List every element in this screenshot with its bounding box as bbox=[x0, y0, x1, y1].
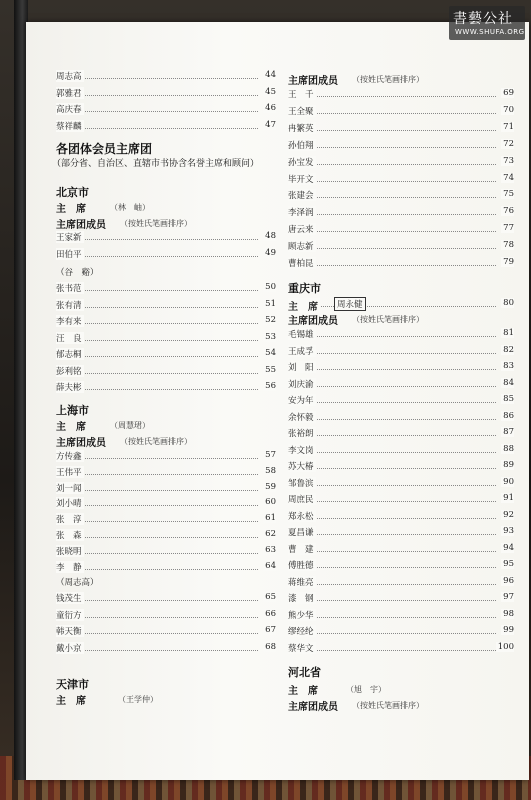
chongqing-members-note: （按姓氏笔画排序） bbox=[352, 315, 424, 324]
beijing-chair-role: 主 席 bbox=[56, 204, 86, 215]
entry-page-number: 50 bbox=[265, 282, 276, 292]
entry-name: 童衍方 bbox=[56, 610, 82, 621]
entry-name: 张书范 bbox=[56, 284, 82, 294]
entry-page-number: 93 bbox=[503, 526, 514, 536]
list-item bbox=[288, 88, 514, 102]
list-item bbox=[288, 223, 514, 237]
entry-name: 郁志桐 bbox=[56, 350, 82, 360]
region-shanghai: 上海市 bbox=[56, 404, 89, 417]
entry-page-number: 96 bbox=[503, 575, 514, 586]
entry-name: 李有来 bbox=[56, 317, 82, 327]
shanghai-members-note: （按姓氏笔画排序） bbox=[120, 437, 192, 446]
entry-name: 余怀毅 bbox=[288, 412, 314, 423]
entry-name: 王伟平 bbox=[56, 467, 82, 478]
list-item bbox=[288, 328, 514, 342]
dot-leader bbox=[288, 452, 496, 453]
hebei-chair-role: 主 席 bbox=[288, 686, 318, 697]
list-item bbox=[288, 460, 514, 474]
dot-leader bbox=[288, 336, 496, 337]
entry-page-number: 83 bbox=[503, 361, 514, 371]
entry-page-number: 57 bbox=[265, 450, 276, 460]
entry-page-number: 48 bbox=[265, 231, 276, 241]
entry-page-number: 54 bbox=[265, 348, 276, 358]
entry-name: 张 森 bbox=[56, 531, 82, 541]
dot-leader bbox=[288, 386, 496, 387]
list-item bbox=[288, 625, 514, 639]
entry-name: 张裕朗 bbox=[288, 429, 314, 439]
list-item bbox=[56, 497, 276, 511]
dot-leader bbox=[56, 569, 258, 570]
region-beijing: 北京市 bbox=[56, 186, 89, 199]
entry-page-number: 58 bbox=[265, 465, 276, 476]
entry-name: 安为年 bbox=[288, 396, 314, 406]
list-item bbox=[288, 559, 514, 573]
section-heading: 各团体会员主席团 bbox=[56, 142, 153, 156]
dot-leader bbox=[288, 353, 496, 354]
entry-page-number: 78 bbox=[503, 240, 514, 251]
dot-leader bbox=[288, 214, 496, 215]
list-item bbox=[56, 299, 276, 313]
entry-page-number: 69 bbox=[503, 88, 514, 98]
beijing-chair-name: （林 岫） bbox=[110, 203, 150, 212]
entry-name: 张建会 bbox=[288, 191, 314, 202]
dot-leader bbox=[56, 617, 258, 618]
dot-leader bbox=[56, 323, 258, 324]
list-item bbox=[288, 156, 514, 170]
list-item bbox=[56, 561, 276, 575]
entry-page-number: 72 bbox=[503, 138, 514, 149]
entry-page-number: 99 bbox=[503, 625, 514, 635]
region-hebei: 河北省 bbox=[288, 666, 321, 679]
dot-leader bbox=[56, 537, 258, 538]
list-item bbox=[288, 427, 514, 441]
list-item bbox=[288, 477, 514, 491]
entry-page-number: 84 bbox=[503, 377, 514, 388]
entry-page-number: 68 bbox=[265, 641, 276, 652]
entry-page-number: 65 bbox=[265, 592, 276, 602]
right-top-note: （按姓氏笔画排序） bbox=[352, 75, 424, 84]
watermark-site: WWW.SHUFA.ORG bbox=[455, 28, 525, 36]
dot-leader bbox=[56, 521, 258, 522]
dot-leader bbox=[288, 402, 496, 403]
entry-name: 汪 良 bbox=[56, 333, 82, 344]
list-item bbox=[56, 87, 276, 101]
hebei-members-role: 主席团成员 bbox=[288, 702, 338, 713]
entry-name: 熊少华 bbox=[288, 610, 314, 621]
entry-name: 刘 阳 bbox=[288, 363, 314, 373]
entry-page-number: 63 bbox=[265, 544, 276, 555]
dot-leader bbox=[56, 290, 258, 291]
entry-name: 方传鑫 bbox=[56, 452, 82, 462]
beijing-gap-name: （谷 谿） bbox=[56, 268, 99, 278]
dot-leader bbox=[288, 633, 496, 634]
entry-name: 孙宝发 bbox=[288, 157, 314, 168]
entry-page-number: 70 bbox=[503, 104, 514, 115]
list-item bbox=[288, 345, 514, 359]
entry-page-number: 52 bbox=[265, 315, 276, 325]
dot-leader bbox=[56, 111, 258, 112]
entry-page-number: 97 bbox=[503, 592, 514, 602]
entry-page-number: 79 bbox=[503, 257, 514, 267]
entry-name: 李泽润 bbox=[288, 208, 314, 219]
entry-name: 周庶民 bbox=[288, 495, 314, 505]
dot-leader bbox=[56, 373, 258, 374]
dot-leader bbox=[288, 600, 496, 601]
entry-name: 薛夫彬 bbox=[56, 383, 82, 393]
dot-leader bbox=[56, 458, 258, 459]
shanghai-members-role: 主席团成员 bbox=[56, 438, 106, 449]
list-item bbox=[56, 103, 276, 117]
entry-page-number: 62 bbox=[265, 529, 276, 539]
dot-leader bbox=[288, 584, 496, 585]
shanghai-chair-name: （周慧珺） bbox=[110, 421, 150, 430]
list-item bbox=[288, 257, 514, 271]
dot-leader bbox=[288, 265, 496, 266]
entry-name: 田伯平 bbox=[56, 249, 82, 260]
entry-page-number: 87 bbox=[503, 427, 514, 437]
list-item bbox=[56, 231, 276, 245]
entry-page-number: 91 bbox=[503, 493, 514, 503]
list-item bbox=[288, 361, 514, 375]
dot-leader bbox=[56, 128, 258, 129]
entry-name: 刘一闻 bbox=[56, 483, 82, 494]
dot-leader bbox=[288, 468, 496, 469]
entry-page-number: 98 bbox=[503, 608, 514, 619]
list-item bbox=[56, 365, 276, 379]
entry-page-number: 53 bbox=[265, 331, 276, 342]
dot-leader bbox=[56, 553, 258, 554]
entry-page-number: 61 bbox=[265, 513, 276, 524]
list-item bbox=[56, 482, 276, 496]
watermark-logo bbox=[449, 6, 525, 40]
entry-name: 曹柏昆 bbox=[288, 259, 314, 269]
dot-leader bbox=[288, 534, 496, 535]
dot-leader bbox=[56, 307, 258, 308]
entry-name: 顾志新 bbox=[288, 242, 314, 253]
list-item bbox=[56, 381, 276, 395]
entry-name: 孙伯翔 bbox=[288, 140, 314, 151]
shanghai-gap-name: （周志高） bbox=[56, 578, 99, 588]
dot-leader bbox=[288, 617, 496, 618]
entry-name: 张 淳 bbox=[56, 515, 82, 526]
dot-leader bbox=[288, 501, 496, 502]
list-item bbox=[56, 450, 276, 464]
entry-page-number: 90 bbox=[503, 476, 514, 487]
dot-leader bbox=[56, 600, 258, 601]
dot-leader bbox=[288, 164, 496, 165]
entry-name: 周志高 bbox=[56, 72, 82, 82]
dot-leader bbox=[56, 239, 258, 240]
entry-page-number: 82 bbox=[503, 344, 514, 355]
entry-name: 刘小晴 bbox=[56, 499, 82, 510]
tianjin-chair-role: 主 席 bbox=[56, 696, 86, 707]
beijing-members-role: 主席团成员 bbox=[56, 220, 106, 231]
entry-name: 冉繁英 bbox=[288, 123, 314, 134]
entry-name: 毕开文 bbox=[288, 174, 314, 185]
entry-name: 漆 钢 bbox=[288, 594, 314, 604]
entry-page-number: 75 bbox=[503, 189, 514, 200]
entry-name: 戴小京 bbox=[56, 643, 82, 654]
dot-leader bbox=[56, 490, 258, 491]
list-item bbox=[56, 332, 276, 346]
dot-leader bbox=[288, 435, 496, 436]
dot-leader bbox=[288, 650, 496, 651]
entry-name: 王成孚 bbox=[288, 346, 314, 357]
list-item bbox=[288, 510, 514, 524]
entry-name: 高庆春 bbox=[56, 105, 82, 115]
entry-page-number: 66 bbox=[265, 608, 276, 619]
entry-name: 缪经纶 bbox=[288, 627, 314, 637]
dot-leader bbox=[56, 78, 258, 79]
entry-name: 刘庆渝 bbox=[288, 379, 314, 390]
entry-name: 蔡祥麟 bbox=[56, 121, 82, 132]
list-item bbox=[56, 348, 276, 362]
shanghai-chair-role: 主 席 bbox=[56, 422, 86, 433]
entry-name: 蒋维亮 bbox=[288, 577, 314, 588]
entry-page-number: 94 bbox=[503, 542, 514, 553]
dot-leader bbox=[288, 248, 496, 249]
entry-name: 蔡华文 bbox=[288, 643, 314, 654]
dot-leader bbox=[288, 197, 496, 198]
entry-name: 曹 建 bbox=[288, 544, 314, 555]
entry-page-number: 55 bbox=[265, 364, 276, 375]
entry-name: 王 千 bbox=[288, 90, 314, 100]
dot-leader bbox=[288, 518, 496, 519]
hebei-members-note: （按姓氏笔画排序） bbox=[352, 701, 424, 710]
entry-name: 唐云来 bbox=[288, 225, 314, 236]
list-item bbox=[288, 444, 514, 458]
chongqing-chair-row bbox=[288, 298, 514, 312]
entry-name: 张晓明 bbox=[56, 546, 82, 557]
list-item bbox=[288, 543, 514, 557]
list-item bbox=[288, 206, 514, 220]
entry-name: 毛锡雄 bbox=[288, 330, 314, 340]
hebei-chair-name: （旭 宇） bbox=[346, 685, 386, 694]
dot-leader bbox=[56, 505, 258, 506]
list-item bbox=[56, 609, 276, 623]
entry-page-number: 88 bbox=[503, 443, 514, 454]
entry-page-number: 89 bbox=[503, 460, 514, 470]
list-item bbox=[56, 513, 276, 527]
dot-leader bbox=[288, 551, 496, 552]
entry-page-number: 44 bbox=[265, 70, 276, 80]
entry-page-number: 73 bbox=[503, 155, 514, 166]
entry-page-number: 46 bbox=[265, 103, 276, 113]
list-item bbox=[288, 592, 514, 606]
dot-leader bbox=[288, 567, 496, 568]
dot-leader bbox=[288, 369, 496, 370]
region-tianjin: 天津市 bbox=[56, 678, 89, 691]
dot-leader bbox=[56, 389, 258, 390]
dot-leader bbox=[56, 356, 258, 357]
list-item bbox=[56, 592, 276, 606]
entry-name: 邹鲁滨 bbox=[288, 478, 314, 489]
entry-page-number: 71 bbox=[503, 121, 514, 132]
chongqing-chair-role: 主 席 bbox=[288, 298, 320, 313]
dot-leader bbox=[56, 340, 258, 341]
list-item bbox=[288, 139, 514, 153]
list-item bbox=[56, 315, 276, 329]
dot-leader bbox=[288, 181, 496, 182]
entry-name: 苏大椿 bbox=[288, 462, 314, 472]
list-item bbox=[288, 576, 514, 590]
list-item bbox=[56, 545, 276, 559]
entry-page-number: 92 bbox=[503, 509, 514, 520]
entry-page-number: 49 bbox=[265, 247, 276, 258]
dot-leader bbox=[288, 113, 496, 114]
entry-name: 郑永松 bbox=[288, 511, 314, 522]
dot-leader bbox=[288, 419, 496, 420]
entry-page-number: 100 bbox=[497, 641, 514, 652]
list-item bbox=[288, 609, 514, 623]
dot-leader bbox=[56, 474, 258, 475]
right-top-role: 主席团成员 bbox=[288, 76, 338, 87]
section-subheading: （部分省、自治区、直辖市书协含名誉主席和顾问） bbox=[52, 159, 260, 169]
entry-page-number: 64 bbox=[265, 560, 276, 571]
entry-name: 王家新 bbox=[56, 233, 82, 243]
entry-page-number: 67 bbox=[265, 625, 276, 635]
dot-leader bbox=[56, 95, 258, 96]
entry-page-number: 85 bbox=[503, 394, 514, 404]
book-page bbox=[26, 22, 529, 780]
entry-page-number: 60 bbox=[265, 497, 276, 508]
list-item bbox=[288, 122, 514, 136]
chongqing-members-role: 主席团成员 bbox=[288, 316, 338, 327]
list-item bbox=[56, 642, 276, 656]
entry-page-number: 86 bbox=[503, 410, 514, 421]
list-item bbox=[288, 394, 514, 408]
chongqing-chair-name: 周永健 bbox=[334, 297, 366, 311]
list-item bbox=[56, 282, 276, 296]
dot-leader bbox=[288, 485, 496, 486]
entry-page-number: 51 bbox=[265, 298, 276, 309]
entry-page-number: 56 bbox=[265, 381, 276, 391]
list-item bbox=[56, 466, 276, 480]
entry-name: 郭雅君 bbox=[56, 88, 82, 99]
entry-name: 钱茂生 bbox=[56, 594, 82, 604]
list-item bbox=[288, 189, 514, 203]
entry-page-number: 76 bbox=[503, 206, 514, 217]
list-item bbox=[56, 70, 276, 84]
list-item bbox=[288, 240, 514, 254]
dot-leader bbox=[56, 650, 258, 651]
entry-page-number: 95 bbox=[503, 559, 514, 569]
dot-leader bbox=[288, 231, 496, 232]
entry-page-number: 47 bbox=[265, 119, 276, 130]
list-item bbox=[288, 173, 514, 187]
entry-name: 夏昌谦 bbox=[288, 528, 314, 538]
dot-leader bbox=[288, 147, 496, 148]
list-item bbox=[288, 105, 514, 119]
region-chongqing: 重庆市 bbox=[288, 282, 321, 295]
dot-leader bbox=[56, 256, 258, 257]
entry-page-number: 81 bbox=[503, 328, 514, 338]
list-item bbox=[56, 529, 276, 543]
list-item bbox=[56, 120, 276, 134]
entry-page-number: 45 bbox=[265, 86, 276, 97]
list-item bbox=[56, 625, 276, 639]
dot-leader bbox=[288, 96, 496, 97]
list-item bbox=[288, 526, 514, 540]
list-item bbox=[56, 248, 276, 262]
entry-name: 张有清 bbox=[56, 300, 82, 311]
entry-page-number: 74 bbox=[503, 172, 514, 183]
entry-name: 傅胜德 bbox=[288, 561, 314, 571]
tianjin-chair-name: （王学仲） bbox=[118, 695, 158, 704]
dot-leader bbox=[56, 633, 258, 634]
list-item bbox=[288, 493, 514, 507]
beijing-members-note: （按姓氏笔画排序） bbox=[120, 219, 192, 228]
list-item bbox=[288, 411, 514, 425]
entry-page-number: 77 bbox=[503, 223, 514, 234]
entry-name: 韩天衡 bbox=[56, 627, 82, 637]
entry-name: 李 静 bbox=[56, 562, 82, 573]
chongqing-chair-page: 80 bbox=[503, 298, 514, 308]
entry-name: 王全聚 bbox=[288, 106, 314, 117]
entry-page-number: 59 bbox=[265, 481, 276, 492]
entry-name: 彭利铭 bbox=[56, 366, 82, 377]
watermark-title: 書藝公社 bbox=[453, 11, 513, 27]
list-item bbox=[288, 378, 514, 392]
entry-name: 李文岗 bbox=[288, 445, 314, 456]
dot-leader bbox=[288, 130, 496, 131]
list-item bbox=[288, 642, 514, 656]
